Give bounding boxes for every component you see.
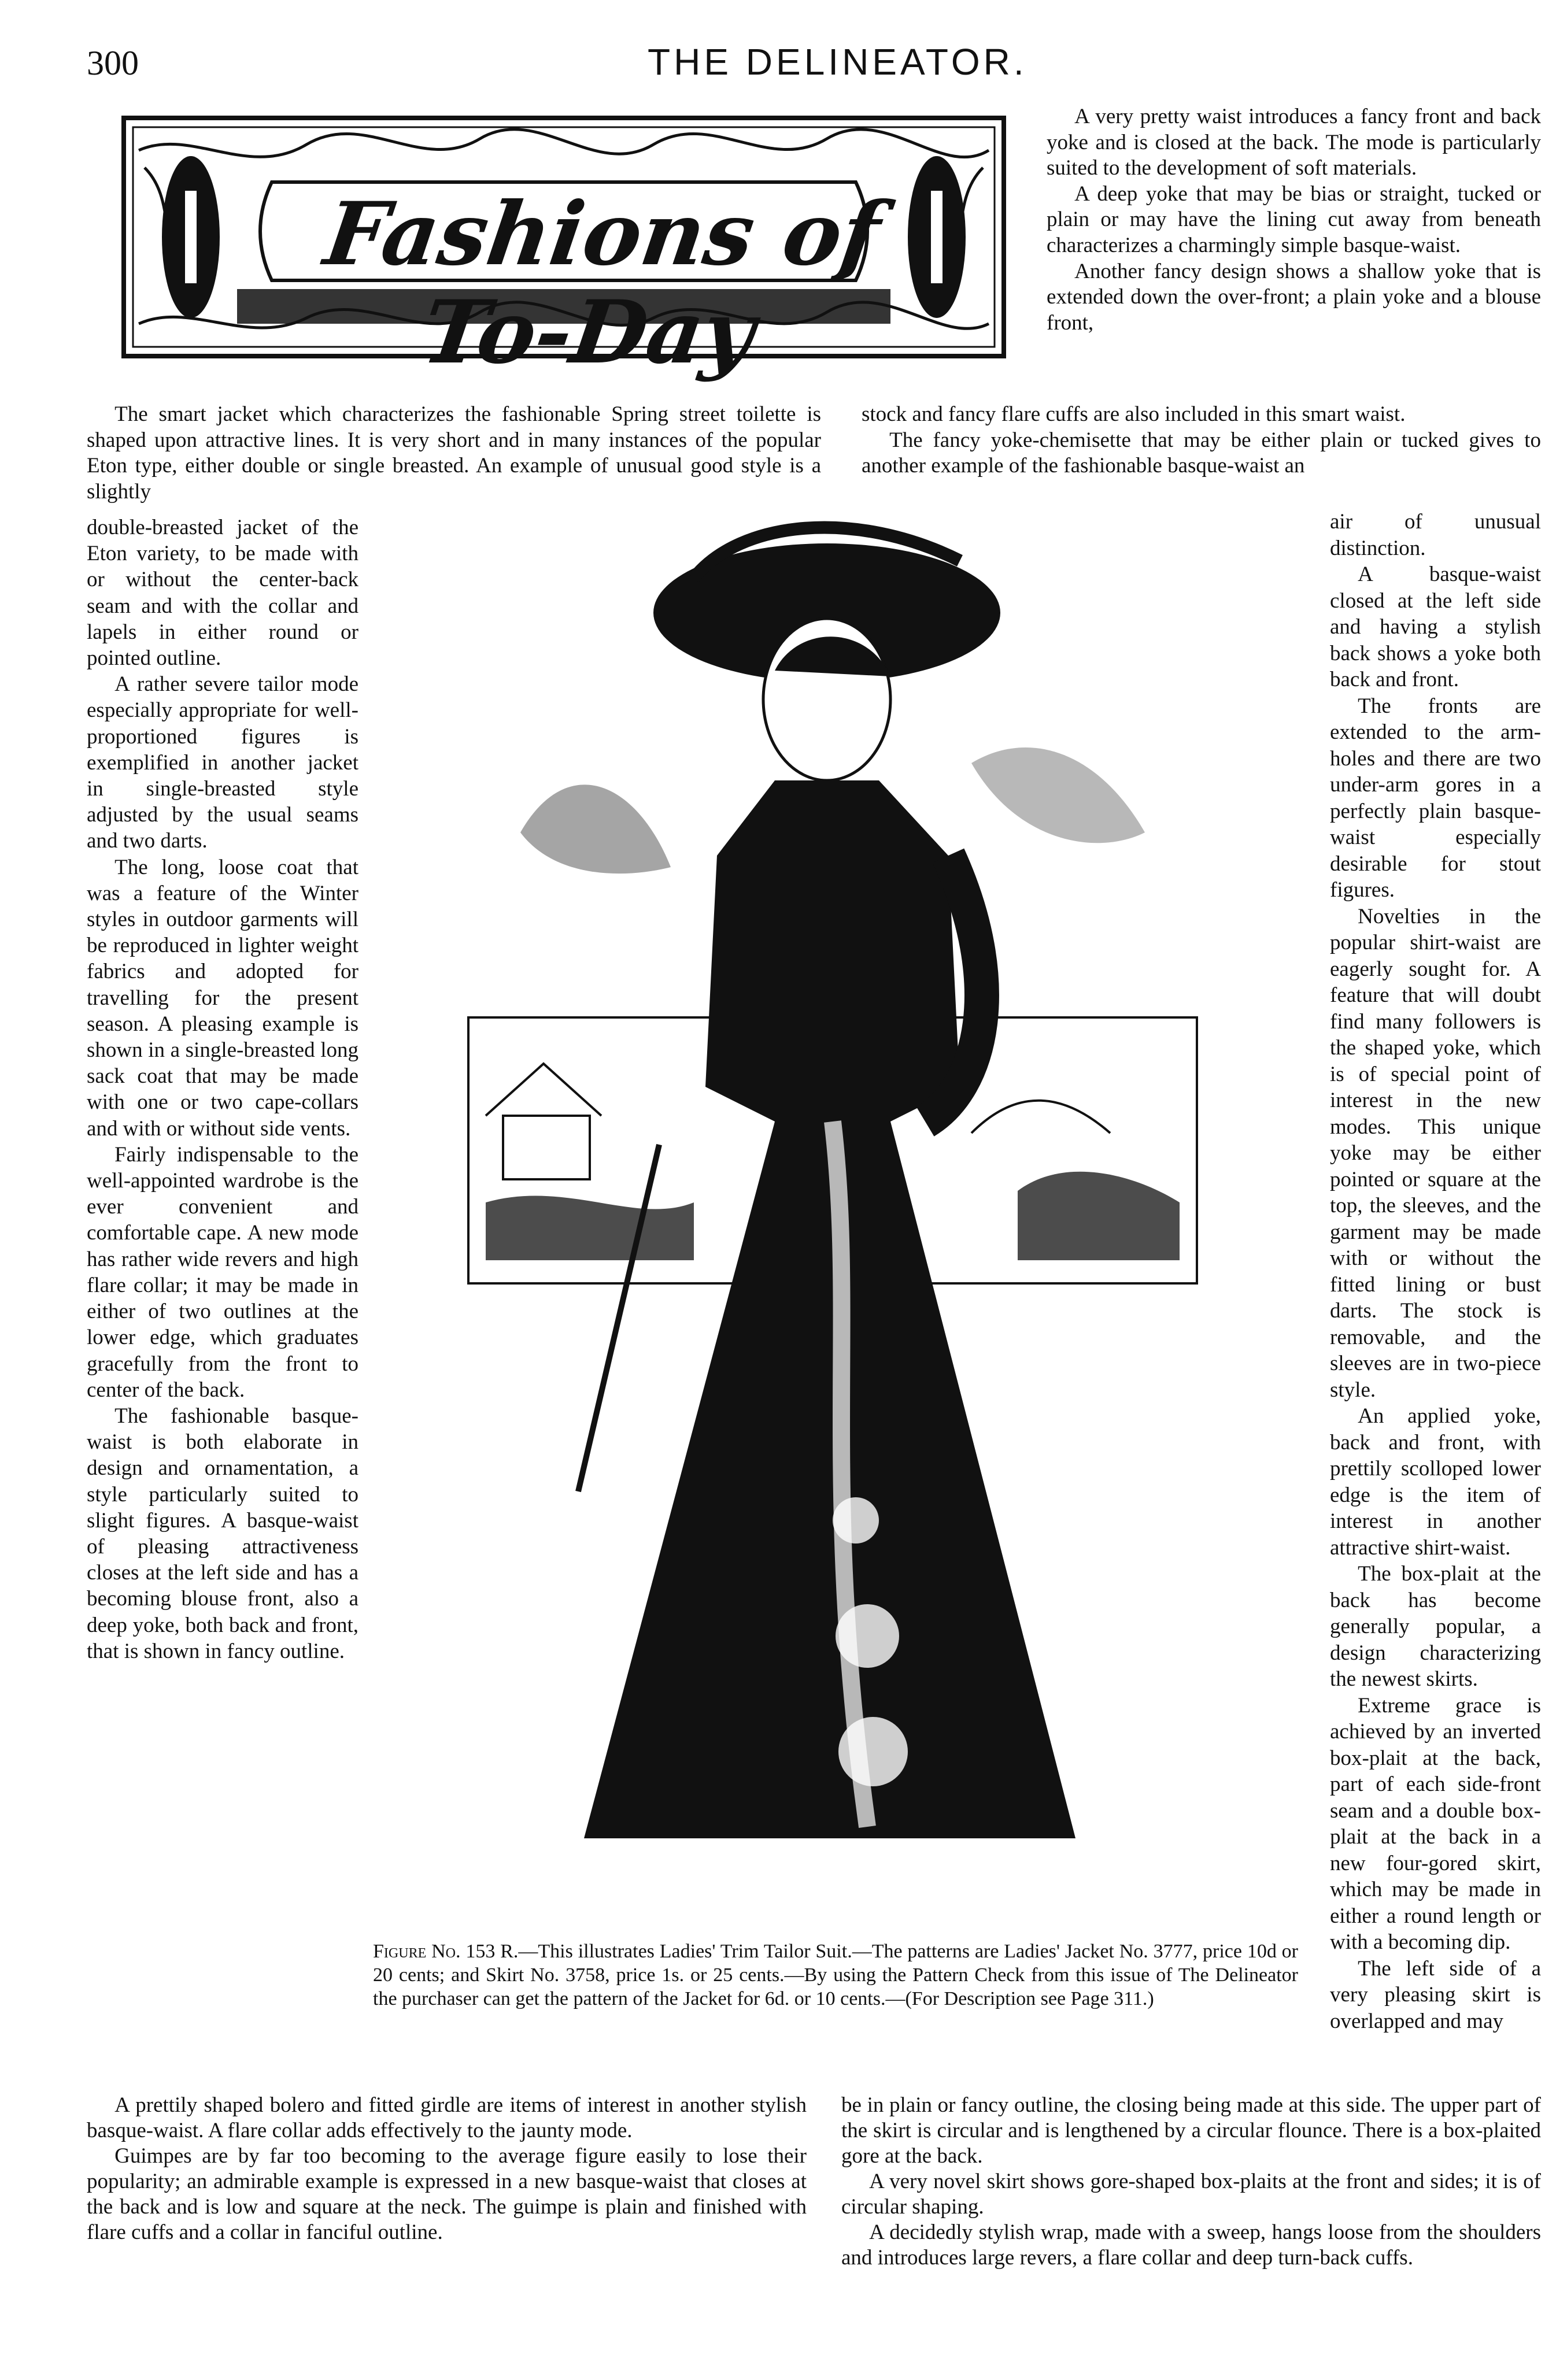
left-paragraph: A rather severe tailor mode especially appropriate for well-proportioned figures is exemplified in another jacket in single-breasted style adjusted by the usual seams and two darts. [87,672,358,853]
tailor-suit-illustration [451,509,1220,1873]
right-paragraph: The box-plait at the back has become generally popular, a design characterizing the newest skirts. [1330,1562,1541,1691]
figure-caption [373,1939,1298,2011]
bottom-left-paragraph: A prettily shaped bolero and fitted girdle are items of interest in another stylish basque-waist. A flare collar adds effectively to the jaunty mode. [87,2093,807,2142]
right-paragraph: air of unusual distinction. [1330,510,1541,560]
right-paragraph: The fronts are extended to the arm-holes and there are two under-arm gores in a perfectly plain basque-waist especially desirable for stout figures. [1330,694,1541,902]
left-column [87,515,358,1664]
right-paragraph: Novelties in the popular shirt-waist are eagerly sought for. A feature that will doubt find many followers is the shaped yoke, which is of special point of interest in the new modes. This unique yoke may be either pointed or square at the top, the sleeves, and the garment may be made with or without the fitted lining or bust darts. The stock is removable, and the sleeves are in two-piece style. [1330,904,1541,1402]
banner-title: Fashions of To-Day [319,183,886,383]
right-paragraph: The left side of a very pleasing skirt is overlapped and may [1330,1956,1541,2033]
bottom-right-column [841,2093,1541,2271]
right-top-column [1047,104,1541,336]
right-paragraph: A basque-waist closed at the left side and having a stylish back shows a yoke both back and front. [1330,562,1541,691]
bottom-right-paragraph: be in plain or fancy outline, the closing being made at this side. The upper part of the skirt is circular and is lengthened by a circular flounce. There is a box-plaited gore at the back. [841,2093,1541,2168]
right-top-paragraph: A very pretty waist introduces a fancy front and back yoke and is closed at the back. The mode is particularly suited to the development of soft materials. [1047,105,1541,180]
right-paragraph: Extreme grace is achieved by an inverted box-plait at the back, part of each side-front seam and a double box-plait at the back in a new four-gored skirt, which may be made in either a round length or with a becoming dip. [1330,1693,1541,1954]
right-wide-paragraph: The fancy yoke-chemisette that may be either plain or tucked gives to another example of the fashionable basque-waist an [862,428,1541,478]
intro-text: The smart jacket which characterizes the fashionable Spring street toilette is shaped upon attractive lines. It is very short and in many instances of the popular Eton type, either double or single breasted. An example of unusual good style is a slightly [87,402,821,504]
intro-paragraph [87,402,821,505]
left-paragraph: Fairly indispensable to the well-appointed wardrobe is the ever convenient and comfortable cape. A new mode has rather wide revers and high flare collar; it may be made in either of two outlines at the lower edge, which graduates gracefully from the front to center of the back. [87,1142,358,1402]
right-column [1330,509,1541,2034]
right-top-paragraph: A deep yoke that may be bias or straight, tucked or plain or may have the lining cut away from beneath characterizes a charmingly simple basque-waist. [1047,182,1541,257]
bottom-right-paragraph: A very novel skirt shows gore-shaped box-plaits at the front and sides; it is of circular shaping. [841,2170,1541,2219]
bottom-left-paragraph: Guimpes are by far too becoming to the average figure easily to lose their popularity; an admirable example is expressed in a new basque-waist that closes at the back and is low and square at the neck. The guimpe is plain and finished with flare cuffs and a collar in fanciful outline. [87,2144,807,2244]
right-wide-paragraph: stock and fancy flare cuffs are also included in this smart waist. [862,402,1406,426]
right-top-paragraph: Another fancy design shows a shallow yoke that is extended down the over-front; a plain yoke and a blouse front, [1047,259,1541,335]
left-paragraph: The fashionable basque-waist is both elaborate in design and ornamentation, a style particularly suited to slight figures. A basque-waist of pleasing attractiveness closes at the left side and has a becoming blouse front, also a deep yoke, both back and front, that is shown in fancy outline. [87,1404,358,1663]
left-paragraph: The long, loose coat that was a feature of the Winter styles in outdoor garments will be reproduced in lighter weight fabrics and adopted for travelling for the present season. A pleasing example is shown in a single-breasted long sack coat that may be made with one or two cape-collars and with or without side vents. [87,855,358,1141]
running-title: THE DELINEATOR. [648,41,1028,83]
woman-in-tailor-suit-icon [451,509,1220,1873]
right-paragraph: An applied yoke, back and front, with prettily scolloped lower edge is the item of interest in another attractive shirt-waist. [1330,1404,1541,1560]
caption-text: —This illustrates Ladies' Trim Tailor Suit.—The patterns are Ladies' Jacket No. 3777, price 10d or 20 cents; and Skirt No. 3758, price 1s. or 25 cents.—By using the Pattern Check from this issue of The Delineator the purchaser can get the pattern of the Jacket for 6d. or 10 cents.—(For Description see Page 311.) [373,1941,1299,2009]
bottom-right-paragraph: A decidedly stylish wrap, made with a sweep, hangs loose from the shoulders and introduces large revers, a flare collar and deep turn-back cuffs. [841,2220,1541,2270]
page-number: 300 [87,44,139,82]
caption-lead: Figure No. 153 R. [373,1941,519,1962]
left-paragraph: double-breasted jacket of the Eton variety, to be made with or without the center-back seam and with the collar and lapels in either round or pointed outline. [87,516,358,671]
right-wide-column [862,402,1541,479]
bottom-left-column [87,2093,807,2245]
